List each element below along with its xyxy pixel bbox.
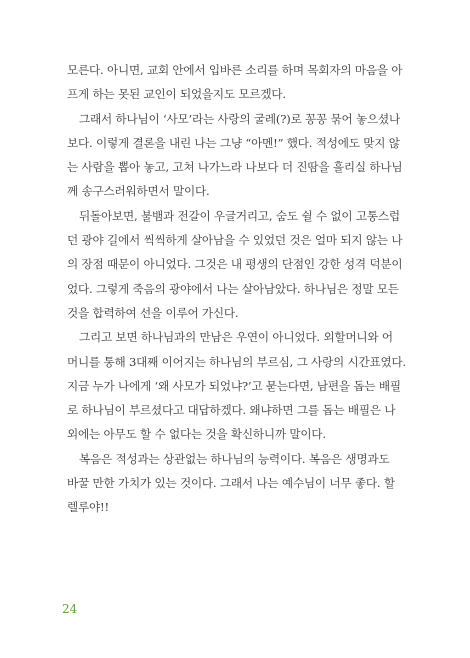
text-line: 던 광야 길에서 씩씩하게 살아남을 수 있었던 것은 얼마 되지 않는 나 [67,233,403,248]
text-line: 지금 누가 나에게 ‘왜 사모가 되었냐?’고 묻는다면, 남편을 돕는 배필 [67,378,401,393]
paragraph-start-line: 뒤돌아보면, 불뱀과 전갈이 우글거리고, 숨도 쉴 수 없이 고통스럽 [79,208,400,223]
paragraph-start-line: 그리고 보면 하나님과의 만남은 우연이 아니었다. 외할머니와 어 [79,330,393,345]
text-line: 로 하나님이 부르셨다고 대답하겠다. 왜냐하면 그를 돕는 배필은 나 [67,403,396,418]
paragraph-start-line: 그래서 하나님이 ‘사모’라는 사랑의 굴레(?)로 꽁꽁 묶어 놓으셨나 [79,111,401,126]
page-number: 24 [62,602,78,616]
text-line: 바꿀 만한 가치가 있는 것이다. 그래서 나는 예수님이 너무 좋다. 할 [67,476,395,491]
text-line: 는 사람을 뽑아 놓고, 고쳐 나가느라 나보다 더 진땀을 흘리실 하나님 [67,160,403,175]
paragraph-start-line: 복음은 적성과는 상관없는 하나님의 능력이다. 복음은 생명과도 [79,451,390,466]
body-text [67,58,412,520]
text-line: 렐루야!! [67,500,109,515]
text-line: 었다. 그렇게 죽음의 광야에서 나는 살아남았다. 하나님은 정말 모든 [67,281,399,296]
text-line: 모른다. 아니면, 교회 안에서 입바른 소리를 하며 목회자의 마음을 아 [67,63,403,77]
text-line: 외에는 아무도 할 수 없다는 것을 확신하니까 말이다. [67,427,326,442]
text-line: 보다. 이렇게 결론을 내린 나는 그냥 “아멘!” 했다. 적성에도 맞지 않 [67,135,400,150]
text-line: 께 송구스러워하면서 말이다. [67,184,210,199]
text-line: 프게 하는 못된 교인이 되었을지도 모르겠다. [67,87,286,102]
text-line: 것을 합력하여 선을 이루어 가신다. [67,305,239,320]
text-line: 머니를 통해 3대째 이어지는 하나님의 부르심, 그 사랑의 시간표였다. [67,354,407,369]
text-line: 의 장점 때문이 아니었다. 그것은 내 평생의 단점인 강한 성격 덕분이 [67,257,403,272]
